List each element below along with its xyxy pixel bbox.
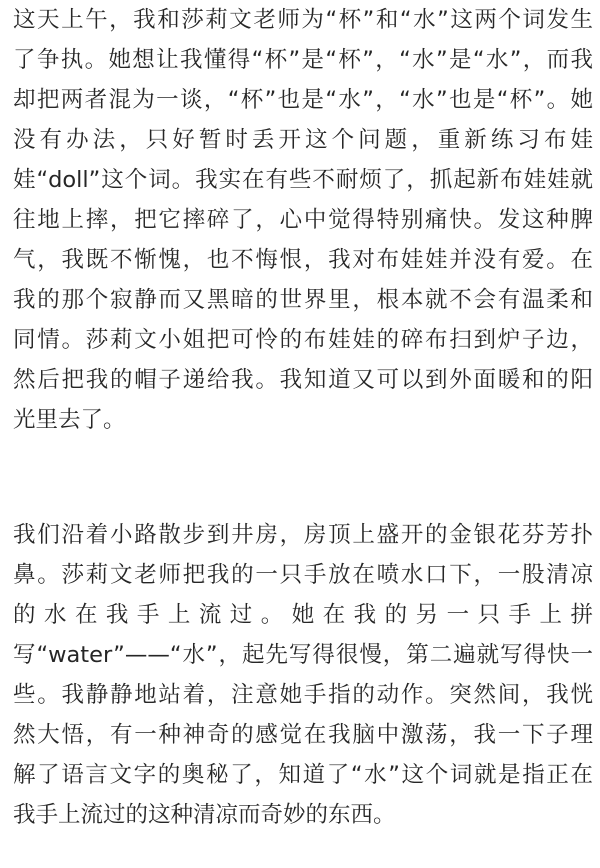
text-line: 解了语言文字的奥秘了，知道了“水”这个词就是指正在 [13, 762, 593, 788]
text-line: 往地上摔，把它摔碎了，心中觉得特别痛快。发这种脾 [13, 207, 593, 233]
text-line: 没有办法，只好暂时丢开这个问题，重新练习布娃 [13, 127, 593, 153]
text-line: 光里去了。 [13, 407, 126, 433]
paragraph-2 [13, 515, 593, 835]
text-line: 娃“doll”这个词。我实在有些不耐烦了，抓起新布娃娃就 [13, 167, 593, 193]
text-line: 了争执。她想让我懂得“杯”是“杯”，“水”是“水”，而我 [13, 47, 593, 73]
text-line: 却把两者混为一谈，“杯”也是“水”，“水”也是“杯”。她 [13, 87, 593, 113]
text-line: 这天上午，我和莎莉文老师为“杯”和“水”这两个词发生 [13, 7, 593, 33]
text-line: 写“water”——“水”，起先写得很慢，第二遍就写得快一 [13, 642, 593, 668]
text-line: 我们沿着小路散步到井房，房顶上盛开的金银花芬芳扑 [13, 522, 593, 548]
text-line: 我手上流过的这种清凉而奇妙的东西。 [13, 802, 396, 828]
text-line: 些。我静静地站着，注意她手指的动作。突然间，我恍 [13, 682, 593, 708]
paragraph-1 [13, 0, 593, 440]
text-line: 鼻。莎莉文老师把我的一只手放在喷水口下，一股清凉 [13, 562, 593, 588]
text-line: 的水在我手上流过。她在我的另一只手上拼 [13, 602, 593, 628]
text-line: 我的那个寂静而又黑暗的世界里，根本就不会有温柔和 [13, 287, 593, 313]
text-line: 气，我既不惭愧，也不悔恨，我对布娃娃并没有爱。在 [13, 247, 593, 273]
text-line: 然后把我的帽子递给我。我知道又可以到外面暖和的阳 [13, 367, 593, 393]
text-line: 然大悟，有一种神奇的感觉在我脑中激荡，我一下子理 [13, 722, 593, 748]
text-line: 同情。莎莉文小姐把可怜的布娃娃的碎布扫到炉子边， [13, 327, 593, 353]
